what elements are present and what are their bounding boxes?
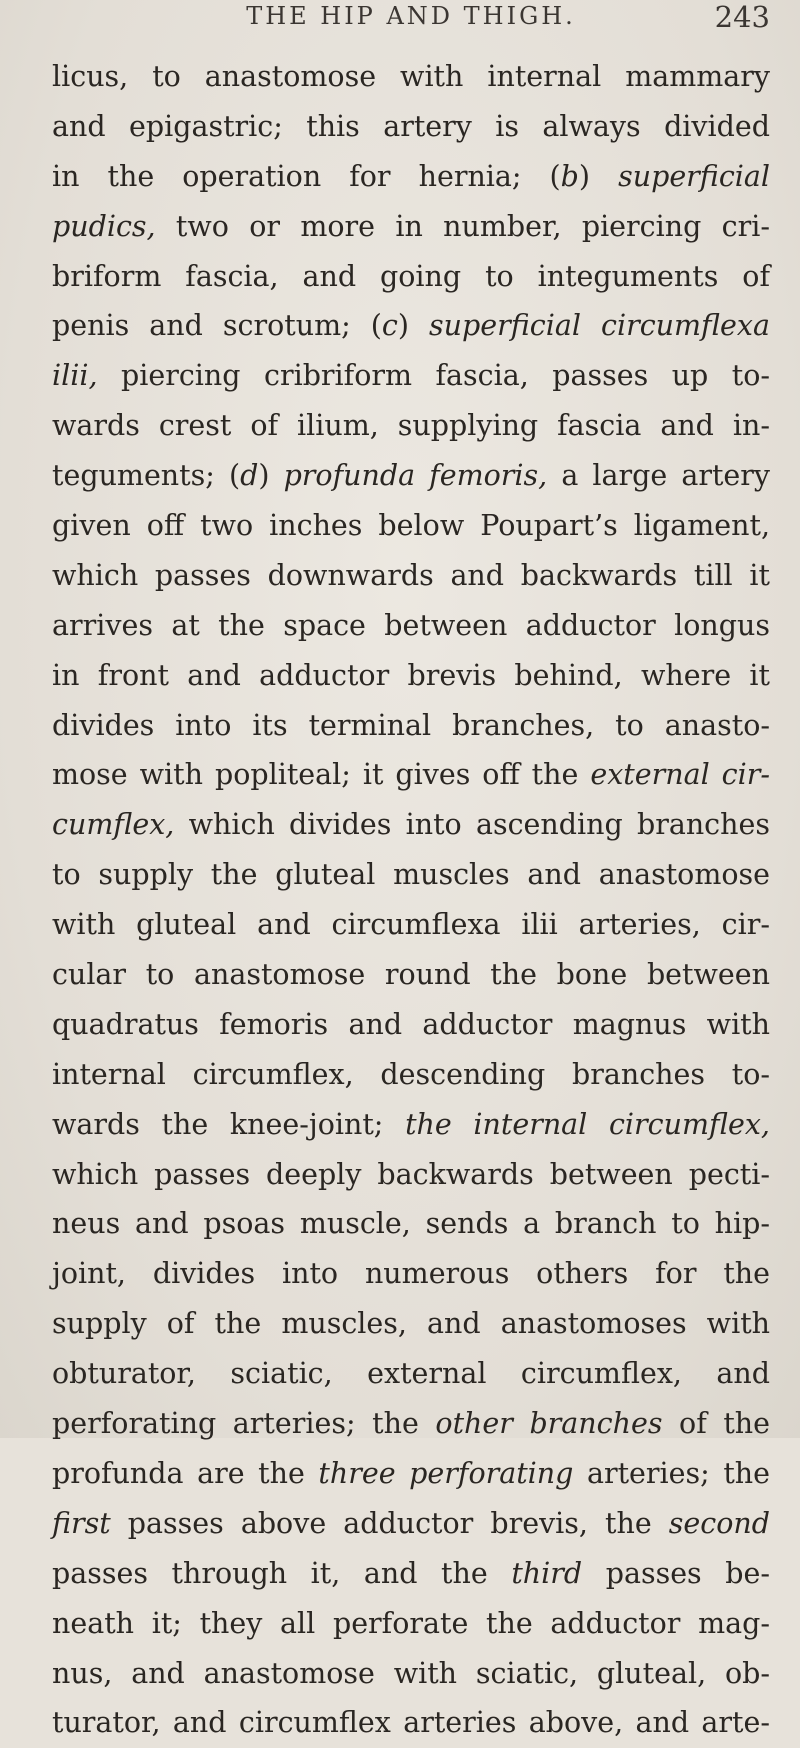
text-line	[52, 501, 770, 551]
text-line	[52, 950, 770, 1000]
text-segment: passes above adductor brevis, the	[110, 1506, 669, 1540]
running-head	[52, 2, 770, 36]
text-segment: )	[397, 309, 430, 343]
text-segment: given off two inches below Poupart’s ligament,	[52, 509, 770, 543]
text-line	[52, 351, 770, 401]
text-line	[52, 850, 770, 900]
text-segment: joint, divides into numerous others for the	[52, 1257, 770, 1291]
text-segment: and epigastric; this artery is always divided	[52, 109, 770, 143]
italic-text: pudics,	[52, 209, 156, 243]
text-line	[52, 1150, 770, 1200]
body-text	[52, 52, 770, 1748]
italic-text: third	[511, 1556, 583, 1590]
text-line	[52, 1549, 770, 1599]
text-segment: penis and scrotum; (	[52, 309, 382, 343]
text-segment: to supply the gluteal muscles and anastomose	[52, 858, 770, 892]
text-line	[52, 102, 770, 152]
text-segment: obturator, sciatic, external circumflex, and	[52, 1357, 770, 1391]
text-line	[52, 252, 770, 302]
text-segment: supply of the muscles, and anastomoses with	[52, 1307, 770, 1341]
text-segment: of the	[662, 1407, 771, 1441]
text-line	[52, 1249, 770, 1299]
text-line	[52, 1649, 770, 1699]
text-segment: two or more in number, piercing cri-	[155, 209, 770, 243]
text-segment: arrives at the space between adductor longus	[52, 608, 770, 642]
text-segment: )	[578, 159, 619, 193]
text-line	[52, 800, 770, 850]
text-line	[52, 551, 770, 601]
text-segment: piercing cribriform fascia, passes up to-	[97, 359, 770, 393]
text-line	[52, 1100, 770, 1150]
text-segment: in front and adductor brevis behind, where it	[52, 658, 770, 692]
text-segment: neus and psoas muscle, sends a branch to hip-	[52, 1207, 770, 1241]
running-head-title: THE HIP AND THIGH.	[246, 2, 576, 30]
text-segment: with gluteal and circumflexa ilii arteries, cir-	[52, 908, 770, 942]
text-segment: divides into its terminal branches, to anasto-	[52, 708, 770, 742]
italic-text: superficial circumflexa	[429, 309, 770, 343]
text-segment: passes through it, and the	[52, 1556, 512, 1590]
italic-text: d	[240, 459, 259, 493]
text-segment: neath it; they all perforate the adductor mag-	[52, 1606, 770, 1640]
text-segment: wards the knee-joint;	[52, 1107, 406, 1141]
text-segment: cular to anastomose round the bone between	[52, 958, 770, 992]
italic-text: the internal circumflex,	[405, 1107, 770, 1141]
text-segment: mose with popliteal; it gives off the	[52, 758, 591, 792]
italic-text: first	[52, 1506, 111, 1540]
text-line	[52, 1399, 770, 1449]
text-line	[52, 1698, 770, 1748]
text-segment: profunda are the	[52, 1456, 319, 1490]
text-line	[52, 301, 770, 351]
text-segment: internal circumflex, descending branches to-	[52, 1057, 770, 1091]
text-segment: in the operation for hernia; (	[52, 159, 561, 193]
text-segment: which divides into ascending branches	[174, 808, 770, 842]
text-line	[52, 401, 770, 451]
text-line	[52, 701, 770, 751]
italic-text: b	[560, 159, 579, 193]
text-line	[52, 900, 770, 950]
text-segment: passes be-	[582, 1556, 771, 1590]
text-line	[52, 152, 770, 202]
text-line	[52, 1599, 770, 1649]
text-line	[52, 601, 770, 651]
text-line	[52, 1050, 770, 1100]
text-line	[52, 1449, 770, 1499]
text-line	[52, 750, 770, 800]
italic-text: second	[668, 1506, 770, 1540]
italic-text: profunda femoris,	[283, 459, 548, 493]
text-segment: a large artery	[547, 459, 771, 493]
text-line	[52, 1000, 770, 1050]
text-segment: briform fascia, and going to integuments of	[52, 259, 770, 293]
text-line	[52, 1499, 770, 1549]
text-segment: turator, and circumflex arteries above, and arte-	[52, 1706, 770, 1740]
page-number: 243	[714, 0, 770, 34]
text-segment: which passes downwards and backwards till it	[52, 558, 770, 592]
text-segment: teguments; (	[52, 459, 241, 493]
text-segment: quadratus femoris and adductor magnus with	[52, 1007, 770, 1041]
italic-text: ilii,	[52, 359, 98, 393]
text-line	[52, 52, 770, 102]
italic-text: other branches	[435, 1407, 663, 1441]
text-line	[52, 1349, 770, 1399]
text-segment: which passes deeply backwards between pecti-	[52, 1157, 770, 1191]
italic-text: three perforating	[318, 1456, 574, 1490]
italic-text: external cir-	[590, 758, 770, 792]
text-line	[52, 451, 770, 501]
text-segment: )	[258, 459, 284, 493]
text-segment: licus, to anastomose with internal mammary	[52, 60, 770, 93]
text-line	[52, 202, 770, 252]
italic-text: superficial	[618, 159, 771, 193]
text-segment: arteries; the	[573, 1456, 770, 1490]
text-line	[52, 651, 770, 701]
text-segment: wards crest of ilium, supplying fascia and in-	[52, 409, 770, 443]
italic-text: c	[381, 309, 398, 343]
text-segment: nus, and anastomose with sciatic, gluteal, ob-	[52, 1656, 770, 1690]
text-segment: perforating arteries; the	[52, 1407, 436, 1441]
text-line	[52, 1299, 770, 1349]
text-line	[52, 1199, 770, 1249]
italic-text: cumflex,	[52, 808, 175, 842]
